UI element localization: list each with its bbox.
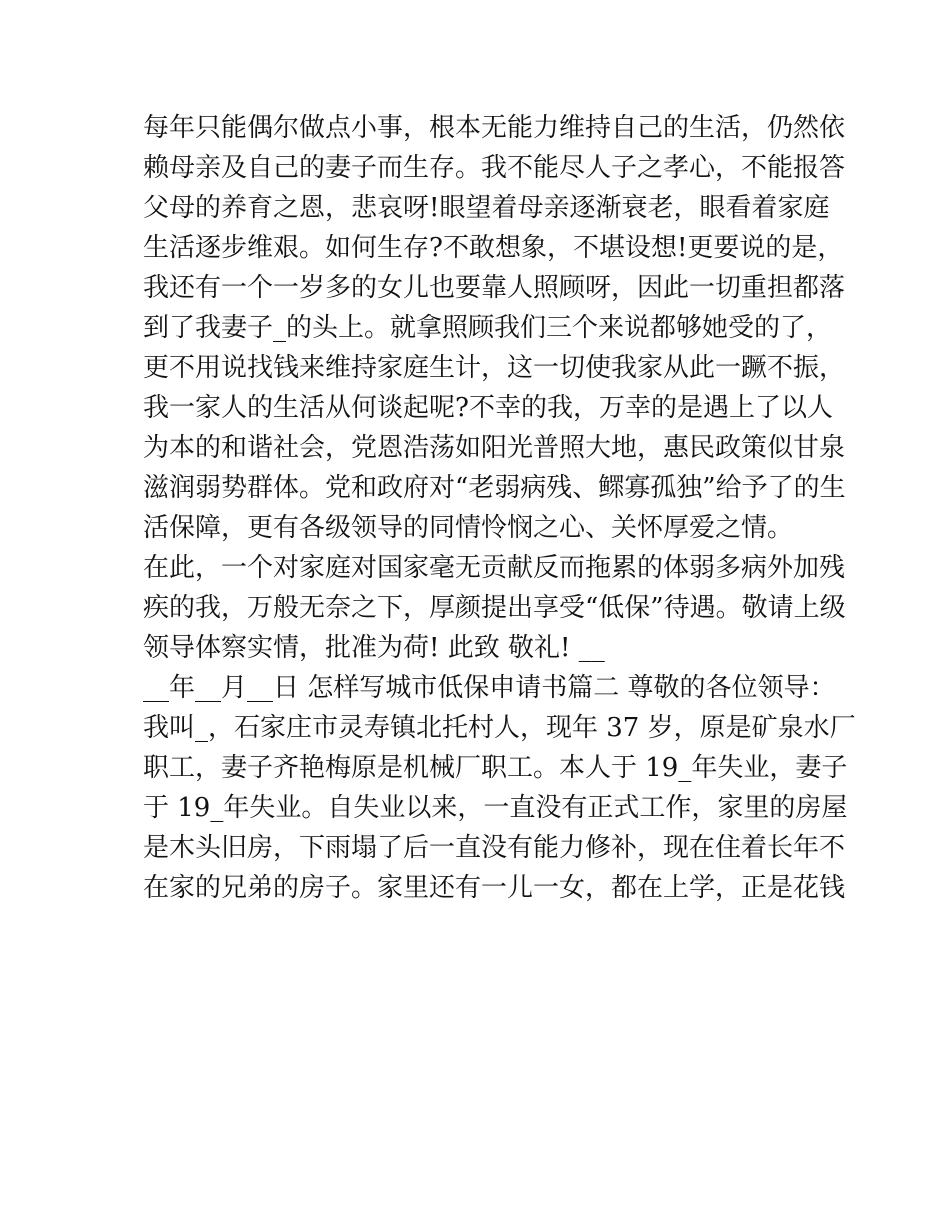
document-body: [143, 108, 856, 908]
text-line: 是木头旧房，下雨塌了后一直没有能力修补，现在住着长年不: [143, 833, 846, 863]
text-line: 在此，一个对家庭对国家毫无贡献反而拖累的体弱多病外加残: [143, 553, 846, 583]
text-line: 我一家人的生活从何谈起呢?不幸的我，万幸的是遇上了以人: [143, 393, 833, 423]
text-line: 于 19_年失业。自失业以来，一直没有正式工作，家里的房屋: [143, 793, 848, 823]
text-line: 在家的兄弟的房子。家里还有一儿一女，都在上学，正是花钱: [143, 873, 846, 903]
text-line: 每年只能偶尔做点小事，根本无能力维持自己的生活，仍然依: [143, 113, 846, 143]
text-line: 更不用说找钱来维持家庭生计，这一切使我家从此一蹶不振，: [143, 353, 846, 383]
text-line: __年__月__日 怎样写城市低保申请书篇二 尊敬的各位领导：: [143, 673, 836, 703]
text-line: 到了我妻子_的头上。就拿照顾我们三个来说都够她受的了，: [143, 313, 833, 343]
text-line: 疾的我，万般无奈之下，厚颜提出享受“低保”待遇。敬请上级: [143, 593, 846, 623]
text-line: 滋润弱势群体。党和政府对“老弱病残、鳏寡孤独”给予了的生: [143, 473, 846, 503]
text-line: 我叫_，石家庄市灵寿镇北托村人，现年 37 岁，原是矿泉水厂: [143, 713, 856, 743]
text-line: 职工，妻子齐艳梅原是机械厂职工。本人于 19_年失业，妻子: [143, 753, 848, 783]
text-line: 生活逐步维艰。如何生存?不敢想象，不堪设想!更要说的是，: [143, 233, 844, 263]
text-line: 赖母亲及自己的妻子而生存。我不能尽人子之孝心，不能报答: [143, 153, 846, 183]
text-line: 父母的养育之恩，悲哀呀!眼望着母亲逐渐衰老，眼看着家庭: [143, 193, 830, 223]
text-line: 为本的和谐社会，党恩浩荡如阳光普照大地，惠民政策似甘泉: [143, 433, 846, 463]
text-line: 我还有一个一岁多的女儿也要靠人照顾呀，因此一切重担都落: [143, 273, 846, 303]
text-line: 活保障，更有各级领导的同情怜悯之心、关怀厚爱之情。: [143, 513, 794, 543]
text-line: 领导体察实情，批准为荷! 此致 敬礼! __: [143, 633, 605, 663]
